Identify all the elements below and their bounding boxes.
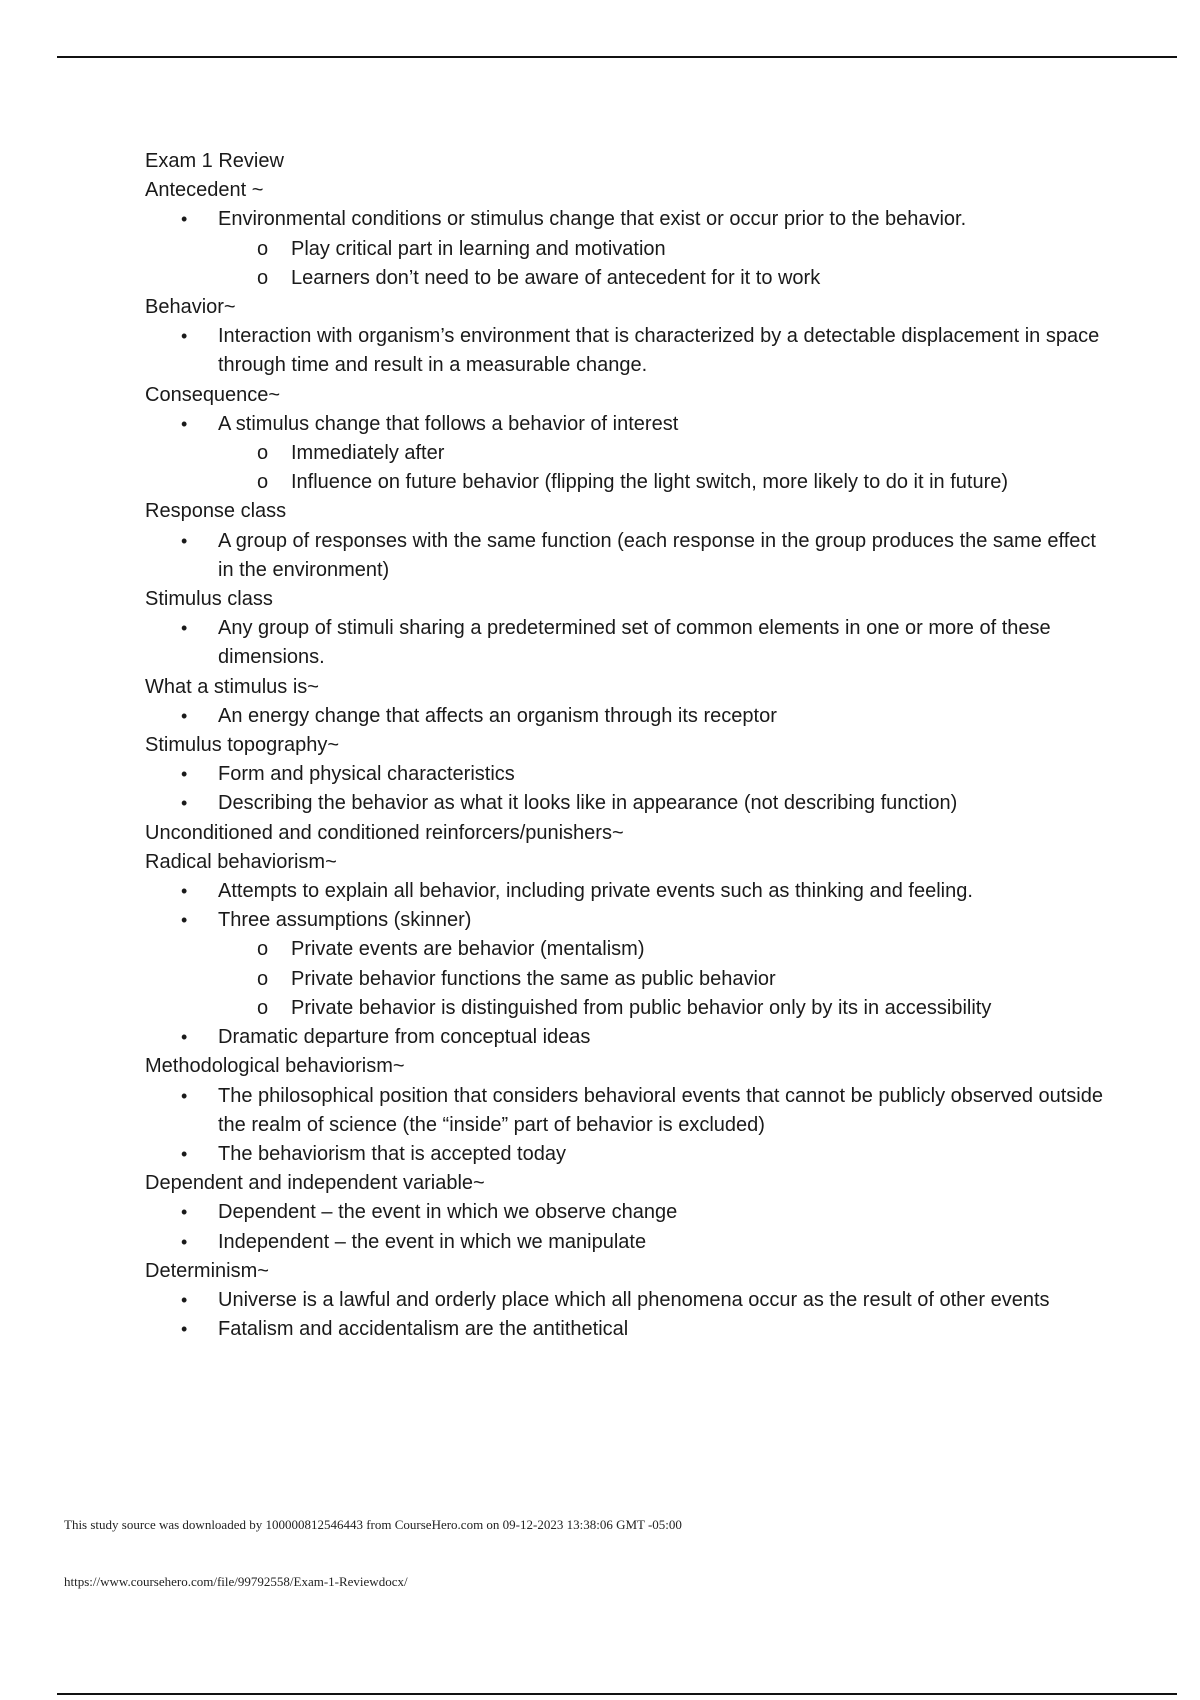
sub-bullet-marker: o — [257, 237, 269, 260]
bullet-marker: • — [181, 1231, 188, 1252]
bullet-item — [145, 614, 1108, 672]
bullet-item — [145, 1023, 1108, 1052]
sub-bullet-item — [145, 235, 1091, 264]
item-text: Describing the behavior as what it looks like in appearance (not describing function) — [218, 792, 958, 815]
item-text: Any group of stimuli sharing a predetermined set of common elements in one or more of these dimensions. — [218, 617, 1051, 669]
item-text: Three assumptions (skinner) — [218, 909, 472, 932]
item-text: Learners don’t need to be aware of antecedent for it to work — [291, 266, 821, 289]
item-text: Attempts to explain all behavior, including private events such as thinking and feeling. — [218, 880, 973, 903]
item-text: Environmental conditions or stimulus change that exist or occur prior to the behavior. — [218, 208, 967, 231]
bottom-rule — [57, 1693, 1177, 1695]
item-text: Private behavior is distinguished from public behavior only by its in accessibility — [291, 996, 992, 1019]
section-heading: Radical behaviorism~ — [145, 850, 337, 873]
bullet-item — [145, 1082, 1108, 1140]
section-heading: Behavior~ — [145, 296, 236, 319]
sub-bullet-marker: o — [257, 967, 269, 990]
bullet-marker: • — [181, 1143, 188, 1164]
bullet-marker: • — [181, 530, 188, 551]
bullet-marker: • — [181, 413, 188, 434]
bullet-marker: • — [181, 764, 188, 785]
sub-bullet-marker: o — [257, 471, 269, 494]
item-text: The philosophical position that considers behavioral events that cannot be publicly observed outside the realm of science (the “inside” part of behavior is excluded) — [218, 1084, 1103, 1136]
bullet-item — [145, 760, 1108, 789]
sub-bullet-marker: o — [257, 996, 269, 1019]
item-text: Private behavior functions the same as public behavior — [291, 967, 776, 990]
item-text: Fatalism and accidentalism are the antithetical — [218, 1318, 629, 1341]
document-body — [145, 147, 1105, 1344]
bullet-marker: • — [181, 1085, 188, 1106]
bullet-marker: • — [181, 326, 188, 347]
item-text: An energy change that affects an organism through its receptor — [218, 704, 777, 727]
section-heading: Stimulus class — [145, 588, 273, 611]
download-source-note: This study source was downloaded by 100000812546443 from CourseHero.com on 09-12-2023 13:38:06 GMT -05:00 — [64, 1517, 682, 1532]
section-heading: What a stimulus is~ — [145, 675, 319, 698]
bullet-marker: • — [181, 1202, 188, 1223]
bullet-item — [145, 527, 1108, 585]
item-text: Form and physical characteristics — [218, 763, 515, 786]
bullet-item — [145, 702, 1108, 731]
sub-bullet-item — [145, 468, 1091, 497]
item-text: A stimulus change that follows a behavior of interest — [218, 412, 679, 435]
bullet-marker: • — [181, 705, 188, 726]
section-heading: Dependent and independent variable~ — [145, 1172, 485, 1195]
section-heading: Determinism~ — [145, 1259, 269, 1282]
bullet-item — [145, 410, 1108, 439]
section-heading: Stimulus topography~ — [145, 734, 340, 757]
item-text: Interaction with organism’s environment that is characterized by a detectable displacement in space through time and result in a measurable change. — [218, 325, 1100, 377]
section-heading: Unconditioned and conditioned reinforcers/punishers~ — [145, 821, 624, 844]
bullet-marker: • — [181, 1027, 188, 1048]
item-text: Dramatic departure from conceptual ideas — [218, 1026, 591, 1049]
item-text: Independent – the event in which we manipulate — [218, 1230, 647, 1253]
bullet-item — [145, 1228, 1108, 1257]
item-text: Immediately after — [291, 442, 445, 465]
bullet-item — [145, 1286, 1108, 1315]
bullet-marker: • — [181, 1289, 188, 1310]
bullet-marker: • — [181, 209, 188, 230]
item-text: Universe is a lawful and orderly place which all phenomena occur as the result of other events — [218, 1288, 1050, 1311]
item-text: The behaviorism that is accepted today — [218, 1142, 566, 1165]
sub-bullet-item — [145, 264, 1091, 293]
section-heading: Consequence~ — [145, 383, 281, 406]
document-title: Exam 1 Review — [145, 150, 284, 172]
item-text: Dependent – the event in which we observe change — [218, 1201, 678, 1224]
bullet-item — [145, 322, 1108, 380]
bullet-marker: • — [181, 793, 188, 814]
item-text: Private events are behavior (mentalism) — [291, 938, 645, 961]
item-text: Influence on future behavior (flipping the light switch, more likely to do it in future) — [291, 471, 1009, 494]
sub-bullet-item — [145, 439, 1091, 468]
sub-bullet-marker: o — [257, 266, 269, 289]
bullet-item — [145, 205, 1108, 234]
top-rule — [57, 56, 1177, 58]
bullet-marker: • — [181, 910, 188, 931]
bullet-item — [145, 1198, 1108, 1227]
sub-bullet-item — [145, 935, 1091, 964]
bullet-marker: • — [181, 881, 188, 902]
source-url: https://www.coursehero.com/file/99792558/Exam-1-Reviewdocx/ — [64, 1574, 408, 1589]
item-text: Play critical part in learning and motivation — [291, 237, 666, 260]
bullet-item — [145, 906, 1108, 935]
bullet-marker: • — [181, 618, 188, 639]
sub-bullet-marker: o — [257, 938, 269, 961]
section-heading: Antecedent ~ — [145, 179, 264, 202]
sub-bullet-marker: o — [257, 442, 269, 465]
section-heading: Methodological behaviorism~ — [145, 1055, 405, 1078]
bullet-item — [145, 789, 1108, 818]
bullet-item — [145, 1140, 1108, 1169]
bullet-item — [145, 1315, 1108, 1344]
bullet-marker: • — [181, 1319, 188, 1340]
sub-bullet-item — [145, 965, 1091, 994]
sub-bullet-item — [145, 994, 1091, 1023]
item-text: A group of responses with the same function (each response in the group produces the same effect in the environment) — [218, 529, 1096, 581]
section-heading: Response class — [145, 500, 287, 523]
bullet-item — [145, 877, 1108, 906]
